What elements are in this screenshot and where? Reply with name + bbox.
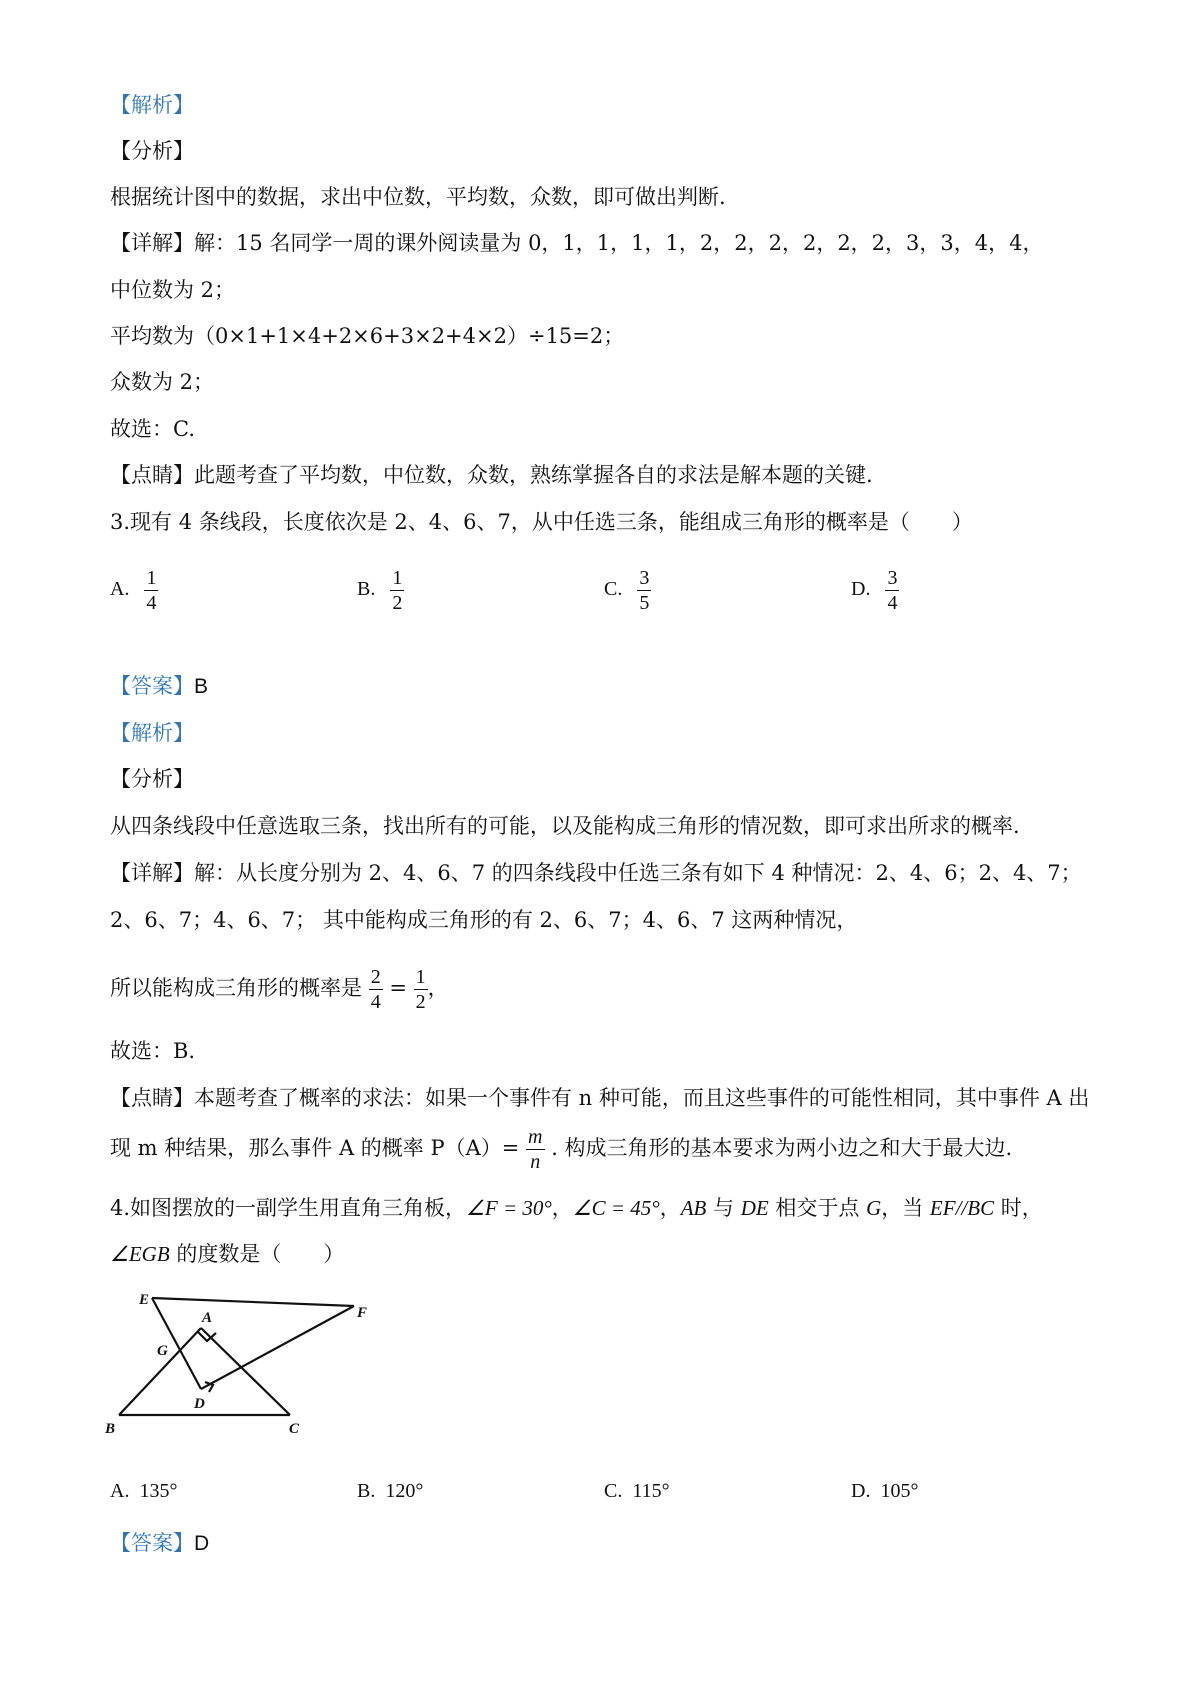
fraction-denominator: 4 xyxy=(370,991,381,1013)
q3-fenxi-tag: 【分析】 xyxy=(110,767,194,791)
q3-answer-line xyxy=(110,671,208,702)
q4-dang: ，当 xyxy=(881,1196,930,1220)
q4-answer-tag: 【答案】 xyxy=(110,1531,194,1555)
q4-angle-c: ∠C = 45° xyxy=(572,1196,660,1220)
q4-yu: 与 xyxy=(706,1196,741,1220)
q2-choice-line: 故选：C. xyxy=(110,417,195,441)
q2-dianjing-text: 此题考查了平均数，中位数，众数，熟练掌握各自的求法是解本题的关键. xyxy=(194,463,873,487)
q3-detail-text: 解：从长度分别为 2、4、6、7 的四条线段中任选三条有如下 4 种情况：2、4、6；2、4、7； xyxy=(194,861,1082,885)
q4-jiao: 相交于点 xyxy=(768,1196,867,1220)
q4-option-c-text: 115° xyxy=(632,1480,670,1502)
q3-dianjing-tag: 【点睛】 xyxy=(110,1086,194,1110)
q3-dianjing-line1 xyxy=(110,1083,1089,1113)
q4-sep2: ， xyxy=(659,1196,681,1220)
q3-option-a xyxy=(110,566,158,615)
q3-option-a-label: A. xyxy=(110,578,130,601)
q3-option-c-label: C. xyxy=(604,578,623,601)
q3-option-d-fraction xyxy=(885,566,899,615)
q2-detail-tag: 【详解】 xyxy=(110,231,194,255)
q3-detail-tag: 【详解】 xyxy=(110,861,194,885)
q4-option-d-label: D. xyxy=(851,1480,871,1502)
q4-option-b xyxy=(357,1476,423,1506)
q4-sep1: ， xyxy=(551,1196,573,1220)
q4-stem-rest: 的度数是（ ） xyxy=(169,1242,345,1266)
fraction-numerator: 3 xyxy=(887,567,898,589)
q4-option-c-label: C. xyxy=(604,1480,623,1502)
q2-dianjing xyxy=(110,460,873,490)
q3-prob-suffix: ， xyxy=(427,976,449,1000)
fraction-numerator: m xyxy=(528,1126,543,1148)
q2-analysis-tag: 【解析】 xyxy=(110,93,194,117)
q3-detail-line1 xyxy=(110,858,1082,888)
q4-option-c xyxy=(604,1476,670,1506)
q4-stem-line1 xyxy=(110,1193,1043,1223)
label-c: C xyxy=(289,1421,300,1437)
q4-answer-line xyxy=(110,1528,209,1559)
q3-option-a-fraction xyxy=(144,566,158,615)
fraction-denominator: 4 xyxy=(887,592,898,614)
segment-ac xyxy=(201,1328,290,1415)
q2-dianjing-tag: 【点睛】 xyxy=(110,463,194,487)
q3-option-b-fraction xyxy=(390,566,404,615)
q3-prob-prefix: 所以能构成三角形的概率是 xyxy=(110,976,362,1000)
q3-answer: B xyxy=(194,675,209,698)
q3-option-c-fraction xyxy=(637,566,651,615)
q3-dianjing-fraction xyxy=(526,1125,544,1174)
fraction-denominator: 2 xyxy=(392,592,403,614)
q3-option-b-label: B. xyxy=(357,578,376,601)
fraction-numerator: 1 xyxy=(415,966,426,988)
q2-median-line: 中位数为 2； xyxy=(110,278,236,302)
q3-detail-line2: 2、6、7；4、6、7； 其中能构成三角形的有 2、6、7；4、6、7 这两种情况， xyxy=(110,908,858,932)
fraction-numerator: 1 xyxy=(146,567,157,589)
fraction-numerator: 3 xyxy=(639,567,650,589)
label-g: G xyxy=(157,1343,168,1359)
fraction-denominator: n xyxy=(526,1149,544,1174)
q3-analysis-tag: 【解析】 xyxy=(110,721,194,745)
q3-fenxi-text: 从四条线段中任意选取三条，找出所有的可能，以及能构成三角形的情况数，即可求出所求的概率. xyxy=(110,814,1020,838)
q4-point-g: G xyxy=(866,1196,882,1220)
q4-angle-egb: ∠EGB xyxy=(110,1242,170,1266)
q3-option-c xyxy=(604,566,651,615)
q4-option-a xyxy=(110,1476,177,1506)
q3-prob-equals: = xyxy=(389,976,407,1000)
q4-segment-de: DE xyxy=(740,1196,769,1220)
fraction-denominator: 2 xyxy=(415,991,426,1013)
q2-mode-line: 众数为 2； xyxy=(110,370,215,394)
q3-dianjing-line2 xyxy=(110,1118,1012,1178)
q4-angle-f: ∠F = 30° xyxy=(466,1196,552,1220)
q4-segment-ab: AB xyxy=(680,1196,707,1220)
q2-mean-line: 平均数为（0×1+1×4+2×6+3×2+4×2）÷15=2； xyxy=(110,324,625,348)
q3-dianjing-text: 本题考查了概率的求法：如果一个事件有 n 种可能，而且这些事件的可能性相同，其中事件 A 出 xyxy=(194,1086,1090,1110)
q3-prob-fraction-2 xyxy=(414,965,428,1014)
label-e: E xyxy=(139,1292,150,1308)
q3-dianjing-line2-prefix: 现 m 种结果，那么事件 A 的概率 P（A）= xyxy=(110,1136,520,1160)
fraction-numerator: 2 xyxy=(370,966,381,988)
fraction-denominator: 5 xyxy=(639,592,650,614)
q3-option-b xyxy=(357,566,404,615)
q4-option-b-text: 120° xyxy=(385,1480,424,1502)
q4-answer: D xyxy=(194,1532,210,1555)
q3-stem: 3.现有 4 条线段，长度依次是 2、4、6、7，从中任选三条，能组成三角形的概率是（ ） xyxy=(110,510,973,534)
segment-df xyxy=(201,1306,354,1389)
label-b: B xyxy=(105,1421,116,1437)
q4-triangle-figure xyxy=(105,1290,405,1450)
q2-detail-line1 xyxy=(110,228,1043,258)
q4-option-a-label: A. xyxy=(110,1480,130,1502)
label-f: F xyxy=(357,1305,368,1321)
q4-option-a-text: 135° xyxy=(139,1480,178,1502)
label-a: A xyxy=(202,1310,213,1326)
q4-ef-parallel-bc: EF//BC xyxy=(929,1196,995,1220)
q3-choice-line: 故选：B. xyxy=(110,1039,196,1063)
q4-option-b-label: B. xyxy=(357,1480,376,1502)
segment-ba xyxy=(119,1328,201,1415)
q3-prob-fraction-1 xyxy=(369,965,383,1014)
q2-detail-text: 解：15 名同学一周的课外阅读量为 0，1，1，1，1，2，2，2，2，2，2，3，3，4，4， xyxy=(194,231,1044,255)
q3-answer-tag: 【答案】 xyxy=(110,674,194,698)
fraction-numerator: 1 xyxy=(392,567,403,589)
segment-ef xyxy=(152,1298,354,1306)
q3-dianjing-line2-suffix: . 构成三角形的基本要求为两小边之和大于最大边. xyxy=(551,1136,1013,1160)
q2-fenxi-tag: 【分析】 xyxy=(110,139,194,163)
q4-option-d-text: 105° xyxy=(880,1480,919,1502)
q4-option-d xyxy=(851,1476,918,1506)
label-d: D xyxy=(194,1396,205,1412)
q3-option-d xyxy=(851,566,899,615)
q4-shi: 时， xyxy=(994,1196,1043,1220)
q3-option-d-label: D. xyxy=(851,578,871,601)
fraction-denominator: 4 xyxy=(146,592,157,614)
q2-fenxi-text: 根据统计图中的数据，求出中位数，平均数，众数，即可做出判断. xyxy=(110,185,726,209)
q4-stem-line2 xyxy=(110,1239,344,1269)
q4-stem-intro: 4.如图摆放的一副学生用直角三角板， xyxy=(110,1196,467,1220)
q3-probability-line xyxy=(110,958,449,1018)
